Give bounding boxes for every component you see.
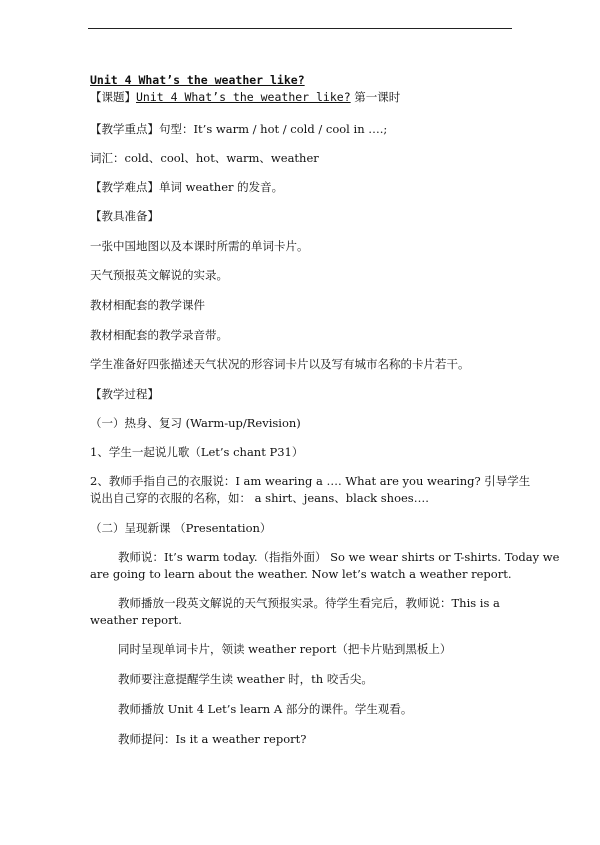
- vocab-line: 词汇：cold、cool、hot、warm、weather: [90, 151, 319, 165]
- topic-value: Unit 4 What’s the weather like?: [136, 90, 351, 104]
- presentation-step-1-line-2: are going to learn about the weather. Now let’s watch a weather report.: [90, 567, 512, 581]
- topic-label: 【课题】: [90, 90, 136, 104]
- presentation-step-3: 同时呈现单词卡片，领读 weather report（把卡片贴到黑板上）: [118, 642, 452, 656]
- warmup-heading: （一）热身、复习 (Warm-up/Revision): [90, 416, 301, 430]
- topic-line: [90, 89, 520, 105]
- presentation-step-4: 教师要注意提醒学生读 weather 时，th 咬舌尖。: [118, 672, 373, 686]
- unit-title: Unit 4 What’s the weather like?: [90, 73, 305, 87]
- presentation-step-1-line-1: 教师说：It’s warm today.（指指外面） So we wear shirts or T-shirts. Today we: [118, 550, 560, 564]
- presentation-step-5: 教师播放 Unit 4 Let’s learn A 部分的课件。学生观看。: [118, 702, 413, 716]
- process-label: 【教学过程】: [90, 387, 159, 401]
- materials-item: 一张中国地图以及本课时所需的单词卡片。: [90, 239, 309, 253]
- materials-item: 教材相配套的教学录音带。: [90, 328, 228, 342]
- presentation-step-2-line-1: 教师播放一段英文解说的天气预报实录。待学生看完后，教师说：This is a: [118, 596, 500, 610]
- header-rule: [88, 28, 512, 29]
- focus-pattern: 句型：It’s warm / hot / cold / cool in ….;: [159, 122, 388, 136]
- presentation-heading: （二）呈现新课 （Presentation）: [90, 521, 272, 535]
- topic-suffix: 第一课时: [350, 90, 401, 104]
- warmup-step-2-line-2: 说出自己穿的衣服的名称，如： a shirt、jeans、black shoes….: [90, 491, 429, 505]
- materials-item: 学生准备好四张描述天气状况的形容词卡片以及写有城市名称的卡片若干。: [90, 357, 470, 371]
- difficulty-text: 单词 weather 的发音。: [159, 180, 284, 194]
- difficulty-label: 【教学难点】: [90, 180, 159, 194]
- materials-label: 【教具准备】: [90, 209, 159, 223]
- warmup-step-1: 1、学生一起说儿歌（Let’s chant P31）: [90, 445, 304, 459]
- focus-label: 【教学重点】: [90, 122, 159, 136]
- warmup-step-2-line-1: 2、教师手指自己的衣服说：I am wearing a …. What are you wearing? 引导学生: [90, 474, 531, 488]
- presentation-step-6: 教师提问：Is it a weather report?: [118, 732, 307, 746]
- materials-item: 天气预报英文解说的实录。: [90, 268, 228, 282]
- materials-item: 教材相配套的教学课件: [90, 298, 205, 312]
- difficulty-line: [90, 179, 520, 195]
- presentation-step-2-line-2: weather report.: [90, 613, 182, 627]
- focus-line: [90, 121, 520, 137]
